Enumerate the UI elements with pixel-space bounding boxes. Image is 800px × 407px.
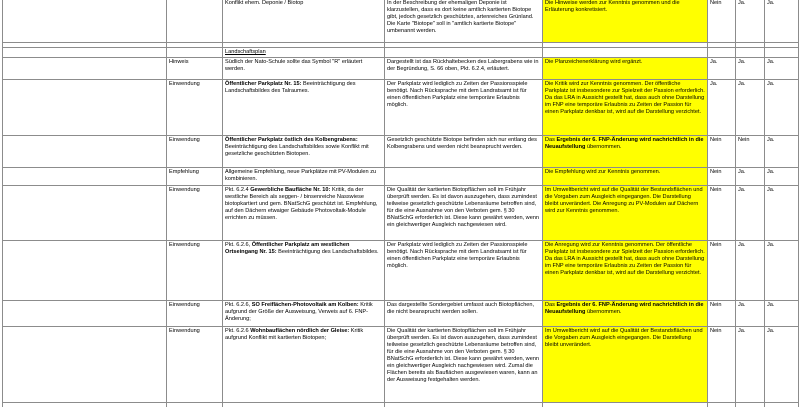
typ-cell[interactable] xyxy=(167,48,223,58)
beschluss-cell[interactable] xyxy=(543,48,708,58)
typ-cell[interactable] xyxy=(167,403,223,407)
vote-cell-2[interactable] xyxy=(736,48,765,58)
abwaegung-cell[interactable]: Das dargestellte Sondergebiet umfasst auch Biotopflächen, die nicht beansprucht werden sollen. xyxy=(385,301,543,327)
vote-cell-3[interactable]: Ja. xyxy=(765,136,799,168)
empfehlung-text: Kritik, da der westliche Bereich als seggen- / binsenreiche Nasswiese biotopkartiert und gem. BNatSchG geschützt ist. Empfehlung, auf den Dächern etwaiger Gebäude Photovoltaik-Module errichten zu müssen. xyxy=(225,187,378,221)
empfehlung-cell[interactable] xyxy=(223,327,385,403)
typ-cell[interactable]: Hinweis xyxy=(167,58,223,80)
vote-cell-1[interactable]: Ja. xyxy=(708,58,736,80)
col-a-cell[interactable] xyxy=(3,136,167,168)
beschluss-bold: Ergebnis der 6. FNP-Änderung wird nachrichtlich in die Neuaufstellung xyxy=(545,302,704,315)
vote-cell-1[interactable]: Nein xyxy=(708,241,736,301)
section-heading-cell[interactable]: Landschaftsplan xyxy=(223,48,385,58)
table-row xyxy=(3,327,799,403)
empfehlung-bold: Öffentlicher Parkplatz am westlichen Ortseingang Nr. 15: xyxy=(225,242,350,255)
vote-cell-1[interactable]: Ja. xyxy=(708,80,736,136)
beschluss-text: Die Anregung wird zur Kenntnis genommen. Der öffentliche Parkplatz ist insbesondere zur Spielzeit der Passion erforderlich. Da das LRA in Aussicht gestellt hat, dass auch ohne Darstellung im FNP eine temporäre Erlaubnis zu Zeiten der Passion für einen Parkplatz denkbar ist, wird auf die Darstellung verzichtet. xyxy=(545,242,705,276)
empfehlung-cell[interactable] xyxy=(223,403,385,407)
abwaegung-cell[interactable] xyxy=(385,403,543,407)
typ-cell[interactable]: Einwendung xyxy=(167,80,223,136)
beschluss-text: Die Empfehlung wird zur Kenntnis genommen. xyxy=(545,169,661,175)
beschluss-text: Die Hinweise werden zur Kenntnis genommen und die Erläuterung konkretisiert. xyxy=(545,0,680,13)
vote-cell-3[interactable]: Ja. xyxy=(765,186,799,241)
col-a-cell[interactable] xyxy=(3,48,167,58)
empfehlung-bold: Öffentlicher Parkplatz Nr. 15: xyxy=(225,81,302,87)
vote-cell-2[interactable]: Ja. xyxy=(736,58,765,80)
vote-cell-3[interactable]: Ja. xyxy=(765,301,799,327)
vote-cell-1[interactable]: Nein xyxy=(708,186,736,241)
table-row xyxy=(3,80,799,136)
vote-cell-3[interactable]: Ja. xyxy=(765,327,799,403)
typ-cell[interactable]: Einwendung xyxy=(167,136,223,168)
empfehlung-prefix: Pkt. 6.2.6, xyxy=(225,242,252,248)
table-row xyxy=(3,0,799,43)
table-row xyxy=(3,241,799,301)
vote-cell-2[interactable]: Nein xyxy=(736,136,765,168)
vote-cell-2[interactable]: Ja. xyxy=(736,301,765,327)
vote-cell-3[interactable]: Ja. xyxy=(765,58,799,80)
empfehlung-cell[interactable]: Südlich der Nato-Schule sollte das Symbol "R" erläutert werden. xyxy=(223,58,385,80)
abwaegung-cell[interactable] xyxy=(385,168,543,186)
beschluss-cell[interactable] xyxy=(543,403,708,407)
empfehlung-text: Beeinträchtigung des Landschaftsbildes des Talraumes. xyxy=(225,81,356,94)
beschluss-cell[interactable] xyxy=(543,168,708,186)
vote-cell-3[interactable] xyxy=(765,48,799,58)
beschluss-text: Die Kritik wird zur Kenntnis genommen. Der öffentliche Parkplatz ist insbesondere zur Spielzeit der Passion erforderlich. Da das LRA in Aussicht gestellt hat, dass auch ohne Darstellung im FNP eine temporäre Erlaubnis zu Zeiten der Passion für einen Parkplatz denkbar ist, wird auf die Darstellung verzichtet. xyxy=(545,81,705,115)
beschluss-text: Das xyxy=(545,137,557,143)
empfehlung-bold: Wohnbauflächen nördlich der Gleise: xyxy=(250,328,350,334)
abwaegung-cell[interactable]: Gesetzlich geschützte Biotope befinden sich nur entlang des Kolbengrabens und werden nicht beansprucht werden. xyxy=(385,136,543,168)
col-a-cell[interactable] xyxy=(3,241,167,301)
vote-cell-1[interactable]: Nein xyxy=(708,327,736,403)
vote-cell-2[interactable]: Ja. xyxy=(736,241,765,301)
vote-cell-3[interactable]: Ja. xyxy=(765,80,799,136)
beschluss-cell[interactable] xyxy=(543,136,708,168)
vote-cell-2[interactable]: Ja. xyxy=(736,186,765,241)
empfehlung-cell[interactable]: Allgemeine Empfehlung, neue Parkplätze mit PV-Modulen zu kombinieren. xyxy=(223,168,385,186)
beschluss-cell[interactable] xyxy=(543,301,708,327)
beschluss-cell[interactable] xyxy=(543,186,708,241)
col-a-cell[interactable] xyxy=(3,168,167,186)
table-row xyxy=(3,136,799,168)
table-row xyxy=(3,403,799,407)
abwaegung-cell[interactable]: In der Beschreibung der ehemaligen Deponie ist klarzustellen, dass es dort keine amtlich kartierten Biotope gibt, jedoch gesetzlich geschütztes, artenreiches Grünland. Die Karte "Biotope" soll in "amtlich kartierte Biotope" umbenannt werden. xyxy=(385,0,543,43)
empfehlung-text: Kritik aufgrund Konflikt mit kartierten Biotopen; xyxy=(225,328,364,341)
vote-cell-1[interactable]: Nein xyxy=(708,136,736,168)
vote-cell-2[interactable]: Ja. xyxy=(736,168,765,186)
vote-cell-2[interactable]: Ja. xyxy=(736,80,765,136)
empfehlung-cell[interactable] xyxy=(223,241,385,301)
abwaegung-cell[interactable]: Dargestellt ist das Rückhaltebecken des Labergrabens wie in der Begründung, S. 66 oben, Pkt. 6.2.4, erläutert. xyxy=(385,58,543,80)
abwaegung-cell[interactable]: Die Qualität der kartierten Biotopflächen soll im Frühjahr überprüft werden. Es ist davon auszugehen, dass zumindest teilweise gesetzlich geschützte Lebensräume betroffen sind, für die eine Ausnahme von den Verboten gem. § 30 BNatSchG erforderlich ist. Diese kann gewährt werden, wenn ein gleichwertiger Ausgleich nachgewiesen wird. xyxy=(385,186,543,241)
empfehlung-cell[interactable] xyxy=(223,80,385,136)
vote-cell-3[interactable]: Ja. xyxy=(765,241,799,301)
beschluss-text-end: übernommen. xyxy=(585,144,622,150)
empfehlung-text: Beeinträchtigung des Landschaftsbildes. xyxy=(276,249,379,255)
empfehlung-prefix: Pkt. 6.2.6 xyxy=(225,328,251,334)
col-a-cell[interactable] xyxy=(3,58,167,80)
beschluss-cell[interactable] xyxy=(543,327,708,403)
empfehlung-bold: SO Freiflächen-Photovoltaik am Kolben: xyxy=(251,302,359,308)
empfehlung-cell[interactable]: Konflikt ehem. Deponie / Biotop xyxy=(223,0,385,43)
empfehlung-cell[interactable] xyxy=(223,186,385,241)
beschluss-text-end: übernommen. xyxy=(585,309,622,315)
vote-cell-3[interactable]: Ja. xyxy=(765,0,799,43)
table-row xyxy=(3,48,799,58)
abwaegung-cell[interactable]: Der Parkplatz wird lediglich zu Zeiten der Passionsspiele benötigt. Nach Rücksprache mit dem Landratsamt ist für einen öffentlichen Parkplatz eine temporäre Erlaubnis möglich. xyxy=(385,241,543,301)
beschluss-cell[interactable] xyxy=(543,58,708,80)
typ-cell[interactable]: Einwendung xyxy=(167,327,223,403)
beschluss-cell[interactable] xyxy=(543,241,708,301)
typ-cell[interactable] xyxy=(167,0,223,43)
vote-cell-3[interactable] xyxy=(765,403,799,407)
col-a-cell[interactable] xyxy=(3,403,167,407)
abwaegung-table xyxy=(2,0,799,407)
vote-cell-1[interactable] xyxy=(708,403,736,407)
typ-cell[interactable]: Einwendung xyxy=(167,186,223,241)
table-row xyxy=(3,301,799,327)
table-row xyxy=(3,186,799,241)
vote-cell-2[interactable]: Ja. xyxy=(736,0,765,43)
table-row xyxy=(3,168,799,186)
abwaegung-cell[interactable]: Die Qualität der kartierten Biotopflächen soll im Frühjahr überprüft werden. Es ist davon auszugehen, dass zumindest teilweise gesetzlich geschützte Lebensräume betroffen sind, für die eine Ausnahme von den Verboten gem. § 30 BNatSchG erforderlich ist. Diese kann gewährt werden, wenn ein gleichwertiger Ausgleich nachgewiesen wird. Zumal die Flächen bereits als Bauflächen ausgewiesen waren, kann an der Ausweisung festgehalten werden. xyxy=(385,327,543,403)
abwaegung-cell[interactable] xyxy=(385,48,543,58)
empfehlung-text: Beeinträchtigung des Landschaftsbildes sowie Konflikt mit gesetzliche geschützten Biotopen. xyxy=(225,144,369,157)
empfehlung-cell[interactable] xyxy=(223,301,385,327)
col-a-cell[interactable] xyxy=(3,327,167,403)
empfehlung-prefix: Pkt. 6.2.6, xyxy=(225,302,252,308)
beschluss-cell[interactable] xyxy=(543,80,708,136)
vote-cell-1[interactable]: Nein xyxy=(708,168,736,186)
vote-cell-1[interactable]: Nein xyxy=(708,301,736,327)
typ-cell[interactable]: Empfehlung xyxy=(167,168,223,186)
col-a-cell[interactable] xyxy=(3,301,167,327)
abwaegung-cell[interactable]: Der Parkplatz wird lediglich zu Zeiten der Passionsspiele benötigt. Nach Rücksprache mit dem Landratsamt ist für einen öffentlichen Parkplatz eine temporäre Erlaubnis möglich. xyxy=(385,80,543,136)
col-a-cell[interactable] xyxy=(3,0,167,43)
beschluss-bold: Ergebnis der 6. FNP-Änderung wird nachrichtlich in die Neuaufstellung xyxy=(545,137,704,150)
beschluss-cell[interactable] xyxy=(543,0,708,43)
typ-cell[interactable]: Einwendung xyxy=(167,301,223,327)
table-row xyxy=(3,58,799,80)
col-a-cell[interactable] xyxy=(3,80,167,136)
beschluss-text: Im Umweltbericht wird auf die Qualität der Bestandsflächen und die Vorgaben zum Ausgleich eingegangen. Die Darstellung bleibt unverändert. Die Anregung zu PV-Modulen auf Dächern wird zur Kenntnis genommen. xyxy=(545,187,703,214)
typ-cell[interactable]: Einwendung xyxy=(167,241,223,301)
empfehlung-prefix: Pkt. 6.2.4 xyxy=(225,187,251,193)
vote-cell-1[interactable] xyxy=(708,48,736,58)
beschluss-text: Das xyxy=(545,302,557,308)
empfehlung-text: Kritik aufgrund der Größe der Ausweisung, Verweis auf 6. FNP-Änderung; xyxy=(225,302,373,322)
vote-cell-2[interactable] xyxy=(736,403,765,407)
vote-cell-3[interactable]: Ja. xyxy=(765,168,799,186)
beschluss-text: Im Umweltbericht wird auf die Qualität der Bestandsflächen und die Vorgaben zum Ausgleich eingegangen. Die Darstellung bleibt unverändert. xyxy=(545,328,703,348)
beschluss-text: Die Planzeichenerklärung wird ergänzt. xyxy=(545,59,643,65)
col-a-cell[interactable] xyxy=(3,186,167,241)
empfehlung-bold: Öffentlicher Parkplatz östlich des Kolbengrabens: xyxy=(225,137,358,143)
empfehlung-bold: Gewerbliche Baufläche Nr. 10: xyxy=(250,187,331,193)
vote-cell-2[interactable]: Ja. xyxy=(736,327,765,403)
vote-cell-1[interactable]: Nein xyxy=(708,0,736,43)
empfehlung-cell[interactable] xyxy=(223,136,385,168)
